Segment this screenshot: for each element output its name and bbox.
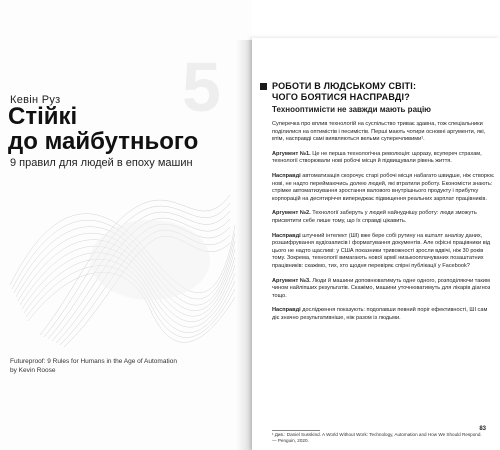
section-title: Технооптимісти не завжди мають рацію bbox=[272, 105, 431, 114]
original-title-line-2: by Kevin Roose bbox=[10, 367, 56, 374]
footnote: ¹ Див.: Daniel Susskind. A World Without Work: Technology, Automation and How We Should Respond. — Penguin, 2020. bbox=[272, 432, 482, 443]
book-title-line-2: до майбутнього bbox=[8, 128, 199, 155]
book-title bbox=[8, 104, 198, 154]
paragraph: Аргумент №2. Технології заберуть у людей найнуднішу роботу: люди зможуть присвятити себе лише тому, що їх справді цікавить. bbox=[272, 210, 477, 224]
chapter-title-line-2: ЧОГО БОЯТИСЯ НАСПРАВДІ? bbox=[272, 92, 410, 102]
right-page bbox=[252, 38, 500, 450]
book-subtitle: 9 правил для людей в епоху машин bbox=[10, 157, 193, 169]
square-bullet-icon bbox=[260, 83, 267, 90]
paragraph: Аргумент №3. Люди й машини доповнюватимуть одне одного, розподіляючи таким чином найліпших результатів. Скажімо, машини уточнюватимуть для лікарів діагноз тощо. bbox=[272, 277, 491, 299]
author-name: Кевін Руз bbox=[10, 94, 61, 106]
chapter-heading bbox=[260, 81, 492, 103]
paragraph: Насправді штучний інтелект (ШІ) вже бере собі рутину на кшталт аналізу даних, розшифрування аудіозаписів і форматування документів. Але офісні працівники від цього не надто щасливі: у США показники тривожності зросли вдвічі, ніж 30 років тому. Зокрема, технології вимагають нової армії низькооплачуваних позаштатних працівників: скажімо, тих, хто щодня перевіряє спірні публікації у Facebook? bbox=[272, 232, 491, 269]
paragraph: Аргумент №1. Це не перша технологічна революція: щоразу, всупереч страхам, технології створювали нові робочі місця й підвищували рівень життя. bbox=[272, 150, 482, 165]
chapter-title-line-1: РОБОТИ В ЛЮДСЬКОМУ СВІТІ: bbox=[272, 81, 417, 91]
original-title bbox=[10, 357, 230, 375]
chapter-number: 5 bbox=[182, 48, 221, 126]
paragraph: Насправді автоматизація скорочує старі робочі місця набагато швидше, ніж створює нові, не надто переймаючись долею людей, які втратили роботу. Економісти знають: стрімке автоматизування зростання валового внутрішнього продукту і прибутку корпорацій на десятиріччя випереджає підвищення реальних зарплат працівників. bbox=[272, 172, 494, 202]
original-title-line-1: Futureproof: 9 Rules for Humans in the Age of Automation bbox=[10, 358, 177, 365]
page-number: 83 bbox=[479, 426, 486, 432]
body-text bbox=[272, 121, 494, 329]
footnote-divider bbox=[272, 430, 320, 431]
book-title-line-1: Стійкі bbox=[8, 103, 78, 130]
paragraph: Насправді дослідження показують: подолавши певний поріг ефективності, ШІ сам діє значно результативніше, ніж разом із людьми. bbox=[272, 307, 488, 321]
paragraph: Суперечка про вплив технологій на суспільство триває здавна, тож спеціальники поділилися на оптимістів і песимістів. Перші мають чотири основні аргументи, які, втім, насправді самі виявляються вельми суперечливими¹. bbox=[272, 121, 486, 143]
wave-illustration bbox=[0, 165, 240, 355]
